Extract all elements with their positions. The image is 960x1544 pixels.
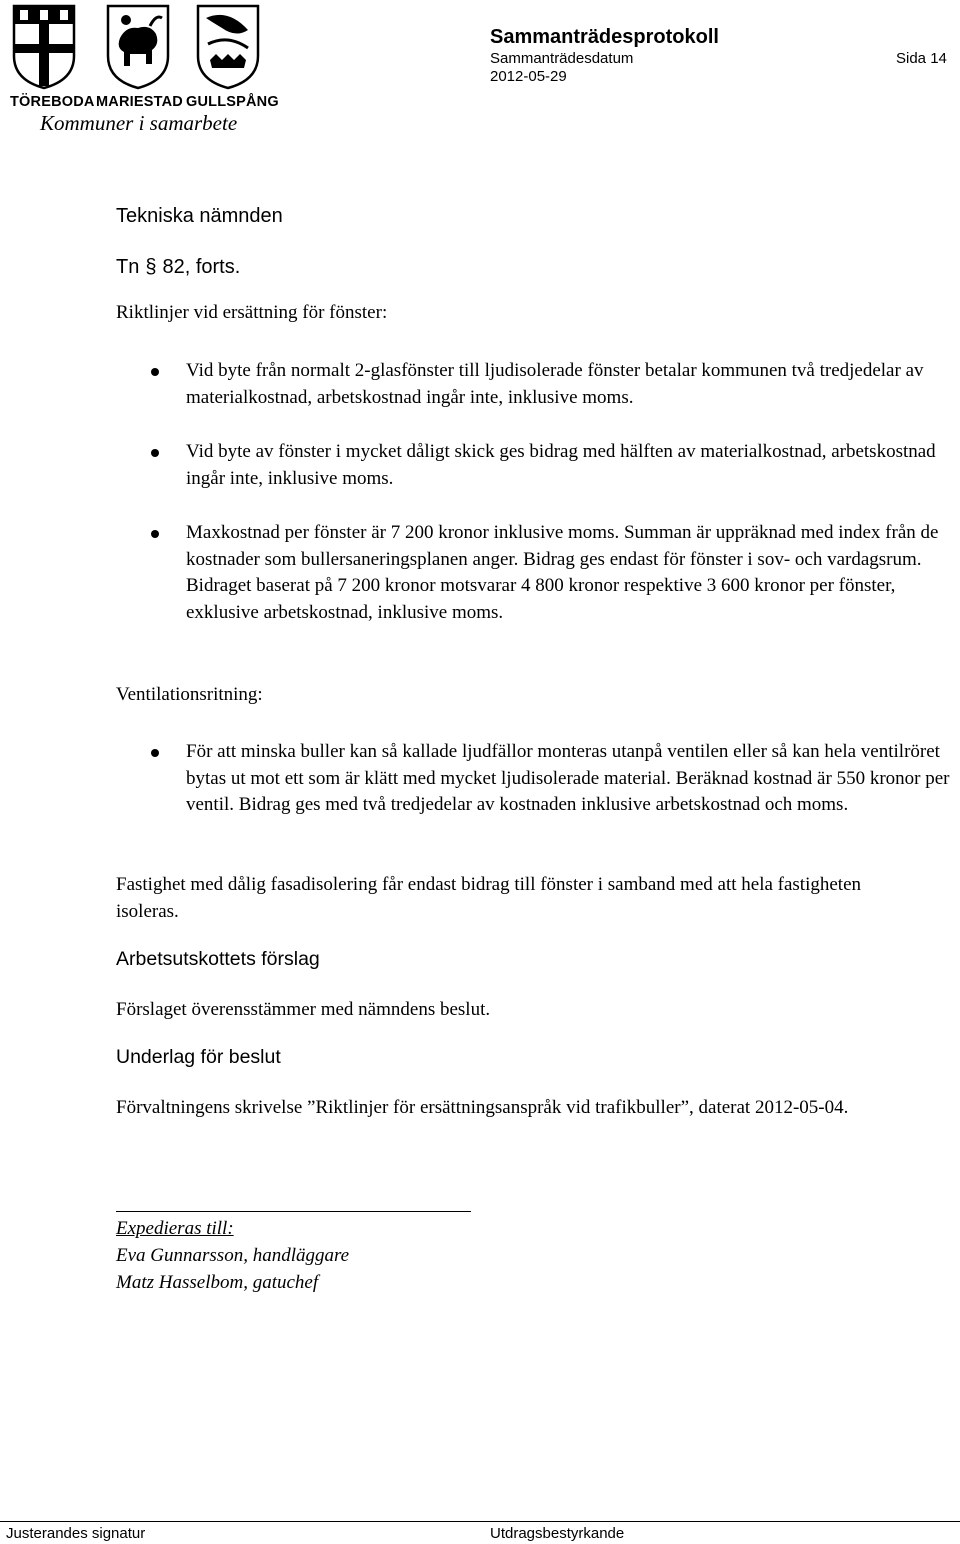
item-heading [116,256,240,279]
basis-paragraph: Förvaltningens skrivelse ”Riktlinjer för ersättningsanspråk vid trafikbuller”, daterat 2012-05-04. [116,1097,849,1118]
footer-divider [0,1521,960,1522]
mariestad-coat-of-arms-icon [106,4,170,90]
list-item: Vid byte från normalt 2-glasfönster till ljudisolerade fönster betalar kommunen två tredjedelar av materialkostnad, arbetskostnad ingår inte, inklusive moms. [150,358,950,411]
bullet-icon [151,749,159,757]
board-name: Tekniska nämnden [116,205,283,227]
toreboda-coat-of-arms-icon [12,4,76,90]
municipality-name: GULLSPÅNG [186,94,279,110]
municipality-name: TÖREBODA [10,94,95,110]
window-guidelines-list [150,358,950,626]
proposal-paragraph: Förslaget överensstämmer med nämndens beslut. [116,999,491,1020]
document-title: Sammanträdesprotokoll [490,26,719,48]
dispatch-recipient: Eva Gunnarsson, handläggare [116,1245,350,1266]
bullet-icon [151,530,159,538]
item-prefix: Tn [116,256,140,278]
gullspang-coat-of-arms-icon [196,4,260,90]
item-number: 82, forts. [162,256,241,278]
ventilation-heading: Ventilationsritning: [116,684,263,705]
windows-heading: Riktlinjer vid ersättning för fönster: [116,302,388,323]
signature-label: Justerandes signatur [6,1525,146,1542]
municipal-logos [10,4,279,135]
basis-heading: Underlag för beslut [116,1046,281,1068]
list-item: Vid byte av fönster i mycket dåligt skick ges bidrag med hälften av materialkostnad, arbetskostnad ingår inte, inklusive moms. [150,439,950,492]
list-item: För att minska buller kan så kallade ljudfällor monteras utanpå ventilen eller så kan hela ventilröret bytas ut mot ett som är klätt med mycket ljudisolerade material. Beräknad kostnad är 550 kronor per ventil. Bidrag ges med två tredjedelar av kostnaden inklusive arbetskostnad och moms. [150,739,950,819]
extract-certification-label: Utdragsbestyrkande [490,1525,625,1542]
dispatch-recipient: Matz Hasselbom, gatuchef [116,1272,319,1293]
facade-paragraph: Fastighet med dålig fasadisolering får endast bidrag till fönster i samband med att hela fastigheten isoleras. [116,874,862,922]
divider [116,1211,471,1212]
section-sign-icon: § [145,256,157,278]
meeting-date: 2012-05-29 [490,68,567,85]
page-number: Sida 14 [896,50,947,67]
bullet-icon [151,449,159,457]
dispatch-label: Expedieras till: [116,1218,234,1239]
bullet-icon [151,368,159,376]
list-item: Maxkostnad per fönster är 7 200 kronor inklusive moms. Summan är uppräknad med index från de kostnader som bullersaneringsplanen anger. Bidrag ges endast för fönster i sov- och vardagsrum. Bidraget baserat på 7 200 kronor motsvarar 4 800 kronor respektive 3 600 kronor per fönster, exklusive arbetskostnad, inklusive moms. [150,520,950,626]
ventilation-list [150,739,950,819]
meeting-date-label: Sammanträdesdatum [490,50,634,67]
municipality-name: MARIESTAD [96,94,183,110]
logo-motto: Kommuner i samarbete [40,111,238,135]
proposal-heading: Arbetsutskottets förslag [116,948,320,970]
